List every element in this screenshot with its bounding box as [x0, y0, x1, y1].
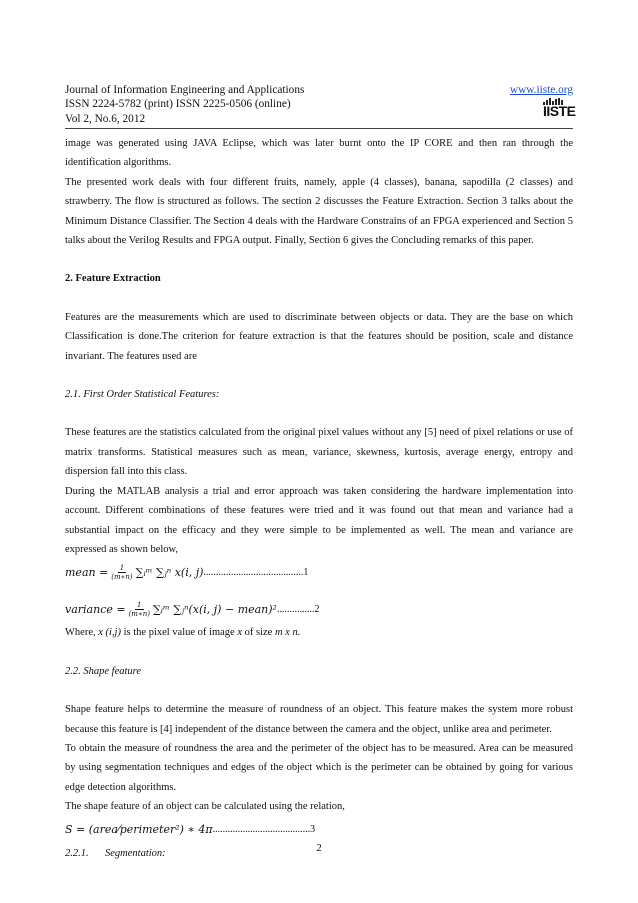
- journal-url-link[interactable]: www.iiste.org: [509, 84, 573, 96]
- text: of size: [242, 627, 275, 639]
- iiste-logo: [543, 98, 576, 119]
- volume-info: Vol 2, No.6, 2012: [65, 112, 146, 125]
- section-heading: 2. Feature Extraction: [65, 273, 161, 285]
- eq-body: S = (area⁄perimeter²) ∗ 4π: [65, 823, 213, 837]
- text: Where,: [65, 627, 99, 639]
- fraction-numerator: 1: [119, 564, 125, 573]
- eq-body: ∑ᵢᵐ ∑ⱼⁿ(x(i, j) − mean)²: [152, 602, 277, 616]
- heading-number: 2.2.1.: [65, 847, 89, 859]
- equation-variance: [65, 596, 573, 623]
- text: is the pixel value of image: [120, 627, 238, 639]
- eq-number: ........................................1: [203, 566, 309, 578]
- var: x: [237, 627, 242, 639]
- issn: ISSN 2224-5782 (print) ISSN 2225-0506 (online): [65, 98, 291, 111]
- logo-wordmark: IISTE: [543, 103, 576, 119]
- header-divider: [65, 128, 573, 129]
- paragraph: The shape feature of an object can be calculated using the relation,: [65, 801, 345, 813]
- paragraph: Features are the measurements which are used to discriminate between objects or data. They are the base on which Classification is done.The criterion for feature extraction is that the features should be position, scale and distance invariant. The features used are: [65, 311, 573, 362]
- eq-lhs: variance =: [65, 602, 126, 616]
- eq-lhs: mean =: [65, 565, 109, 579]
- page-body: [65, 134, 573, 863]
- eq-number: ...............2: [276, 603, 320, 615]
- fraction-denominator: (m∗n): [111, 573, 133, 582]
- paragraph: These features are the statistics calculated from the original pixel values without any [5] need of pixel relations or use of matrix transforms. Statistical measures such as mean, variance, skewness, kurtosis, average energy, entropy and dispersion fall into this class.: [65, 427, 573, 478]
- var: m x n.: [274, 627, 301, 639]
- where-clause: [65, 623, 573, 642]
- page-number: 2: [316, 842, 322, 854]
- paragraph: Shape feature helps to determine the measure of roundness of an object. This feature makes the system more robust because this feature is [4] independent of the distance between the camera and the object, unlike area and perimeter.: [65, 704, 573, 735]
- subsection-heading: 2.2. Shape feature: [65, 665, 142, 677]
- var: x (i,j): [98, 627, 121, 639]
- paragraph: During the MATLAB analysis a trial and error approach was taken considering the hardware implementation into account. Different combinations of these features were tried and it was found out that mean and variance had a substantial impact on the efficacy and they were simple to be implemented as well. The mean and variance are expressed as shown below,: [65, 485, 573, 555]
- eq-fraction: [129, 601, 150, 618]
- fraction-numerator: 1: [137, 601, 142, 610]
- paragraph: image was generated using JAVA Eclipse, which was later burnt onto the IP CORE and then ran through the identification algorithms.: [65, 138, 573, 169]
- paragraph: The presented work deals with four different fruits, namely, apple (4 classes), banana, sapodilla (2 classes) and strawberry. The flow is structured as follows. The section 2 discusses the Feature Extraction. Section 3 talks about the Minimum Distance Classifier. The Section 4 deals with the Hardware Constrains of an FPGA experienced and Section 5 talks about the Verilog Results and FPGA output. Finally, Section 6 gives the Concluding remarks of this paper.: [65, 176, 573, 247]
- paragraph: To obtain the measure of roundness the area and the perimeter of the object has to be measured. Area can be measured by using segmentation techniques and edges of the object which is the perimeter can be obtained by going for various edge detection algorithms.: [65, 742, 573, 793]
- heading-title: Segmentation:: [105, 847, 166, 859]
- eq-number: .......................................3: [212, 824, 316, 836]
- eq-body: ∑ᵢᵐ ∑ⱼⁿ x(i, j): [135, 565, 204, 579]
- eq-fraction: [111, 564, 132, 581]
- equation-mean: [65, 559, 573, 586]
- subsection-heading: 2.1. First Order Statistical Features:: [65, 389, 220, 401]
- page-header: [65, 83, 576, 126]
- fraction-denominator: (m∗n): [128, 610, 150, 619]
- journal-title: Journal of Information Engineering and Applications: [65, 84, 305, 96]
- equation-shape: [65, 817, 573, 844]
